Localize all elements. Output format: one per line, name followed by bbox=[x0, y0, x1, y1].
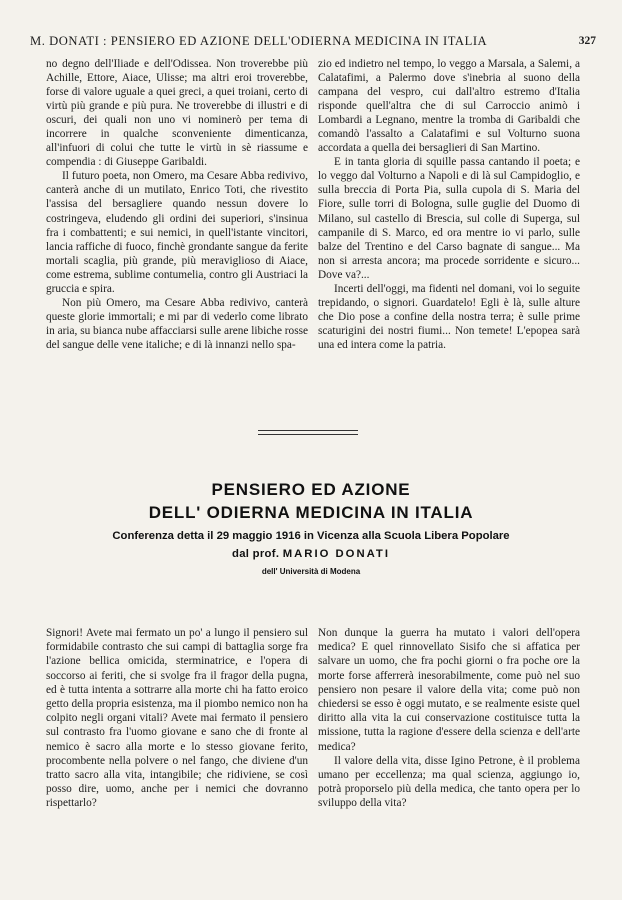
running-title: M. DONATI : PENSIERO ED AZIONE DELL'ODIERNA MEDICINA IN ITALIA bbox=[30, 34, 488, 48]
article-title-line-2: DELL' ODIERNA MEDICINA IN ITALIA bbox=[148, 503, 474, 522]
previous-article-left-column bbox=[46, 57, 308, 352]
paragraph: Non più Omero, ma Cesare Abba redivivo, canterà queste glorie immortali; e mi par di vederlo come librato in aria, su bianca nube affacciarsi sulle arene libiche rosse del sangue delle vene italiche; e di là innanzi nello spa- bbox=[46, 296, 309, 351]
article-byline bbox=[0, 548, 622, 560]
paragraph: no degno dell'Iliade e dell'Odissea. Non troverebbe più Achille, Ettore, Aiace, Ulisse; ma altri eroi troverebbe, forse di valore uguale a quei greci, a quei troiani, certo di virtù più grande e più pura. Ne troverebbe di illustri e di oscuri, dei quali non uno vi nominerò per tema di incorrere in qualche sconveniente dimenticanza, all'infuori di colui che tutte le virtù in sè riassume e compendia : di Giuseppe Garibaldi. bbox=[46, 58, 308, 169]
paragraph: E in tanta gloria di squille passa cantando il poeta; e lo veggo dal Volturno a Napoli e di là sul Campidoglio, e sulla breccia di Porta Pia, sulla cupola di S. Maria del Fiore, sulle torri di Bologna, sulle guglie del Duomo di Milano, sul castello di Brescia, sul colle di Superga, sul campanile di S. Marco, ed ora mentre io vi parlo, sulle balze del Trentino e del Carso bagnate di sangue... Ma non si arresta ancora; ma procede sorridente e sicuro... Dove va?... bbox=[318, 156, 580, 281]
article-left-column bbox=[46, 626, 308, 811]
article-right-column bbox=[318, 626, 580, 811]
page-number: 327 bbox=[578, 35, 596, 47]
running-head bbox=[30, 34, 600, 49]
paragraph: Signori! Avete mai fermato un po' a lungo il pensiero sul formidabile contrasto che sui campi di battaglia sorge fra l'azione bellica omicida, sterminatrice, e l'opera di soccorso ai feriti, che si svolge fra il fragor della pugna, ed è tutta intenta a sottrarre alla morte chi ha fatto eroico getto della propria esistenza, ma il piombo nemico non ha colpito negli organi vitali? Avete mai fermato il pensiero sul contrasto fra l'uomo giovane e sano che di fronte al nemico è sacro alla morte e lo stesso giovane ferito, procombente nella polvere o nel fango, che diviene d'un tratto sacro alla vita, intangibile; che ridiviene, se così posso dire, uomo, anche per i nemici che dovranno rispettarlo? bbox=[46, 627, 308, 810]
byline-prefix: dal prof. bbox=[232, 548, 280, 560]
paragraph: Il valore della vita, disse Igino Petrone, è il problema umano per eccellenza; ma qual scienza, aggiungo io, potrà proporselo più della medica, che tanto opera per lo sviluppo della vita? bbox=[318, 754, 580, 810]
author-name: MARIO DONATI bbox=[282, 548, 390, 560]
paragraph: Non dunque la guerra ha mutato i valori dell'opera medica? E quel rinnovellato Sisifo che si affatica per salvare un uomo, che fra pochi giorni o fra poche ore la morte forse afferrerà inesorabilmente, come può nel suo pensiero non pesare il valore della vita; come può non chiedersi se esso è oggi mutato, e se realmente esiste quel diritto alla vita la cui conservazione costituisce tutta la missione, tutta la ragione d'essere della scienza e dell'arte medica? bbox=[318, 627, 580, 753]
section-divider bbox=[258, 430, 358, 435]
article-subtitle: Conferenza detta il 29 maggio 1916 in Vicenza alla Scuola Libera Popolare bbox=[112, 530, 510, 542]
article-title-line-1: PENSIERO ED AZIONE bbox=[211, 480, 411, 499]
author-affiliation: dell' Università di Modena bbox=[261, 567, 361, 576]
paragraph: Il futuro poeta, non Omero, ma Cesare Abba redivivo, canterà anche di un mutilato, Enrico Toti, che rivestito l'assisa del bersagliere quando nessun dovere lo costringeva, eludendo gli ordini dei superiori, s'insinua fra i combattenti; e sui nemici, in quell'istante vincitori, lancia raffiche di fuoco, finchè grondante sangue da ferite mortali scaglia, più grande, più meraviglioso di Aiace, come estrema, sublime contumelia, contro gli Austriaci la gruccia e spira. bbox=[46, 170, 308, 295]
previous-article-right-column bbox=[318, 57, 580, 352]
paragraph: Incerti dell'oggi, ma fidenti nel domani, voi lo seguite trepidando, o signori. Guardatelo! Egli è là, sulle alture che Dio pose a confine della nostra terra; è sulle prime scaturigini dei nostri fiumi... Non temete! L'epopea sarà una ed intera come la patria. bbox=[318, 282, 580, 351]
paragraph: zio ed indietro nel tempo, lo veggo a Marsala, a Salemi, a Calatafimi, a Palermo dove s'inebria al suono della campana del vespro, cui dall'altro estremo d'Italia risponde quell'altra che di sul Carroccio animò i Lombardi a Legnano, mentre la tromba di Garibaldi che comandò l'assalto a Calatafimi e sul Volturno suona accordata a quella dei bersaglieri di San Martino. bbox=[318, 58, 580, 155]
